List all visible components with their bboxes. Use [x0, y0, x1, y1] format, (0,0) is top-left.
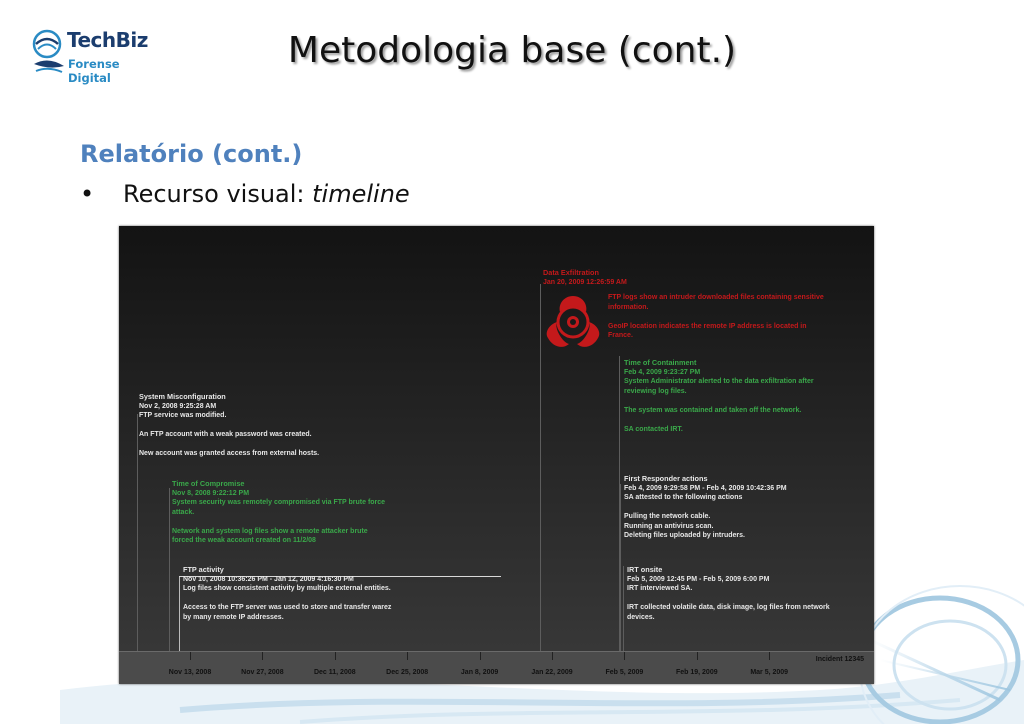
incident-label: Incident 12345	[815, 656, 864, 663]
event-system-misconfiguration	[139, 392, 319, 459]
event-detail: Log files show consistent activity by multiple external entities.	[183, 585, 391, 592]
event-data-exfiltration-details	[608, 293, 824, 341]
connector-line	[179, 576, 180, 651]
event-detail: Pulling the network cable.	[624, 513, 711, 520]
spacer	[627, 594, 830, 604]
event-first-responder-actions	[624, 474, 787, 541]
event-detail: France.	[608, 332, 633, 339]
axis-tick-label: Mar 5, 2009	[750, 669, 789, 676]
connector-line	[620, 484, 621, 651]
axis-tick-label: Jan 8, 2009	[460, 669, 499, 676]
bullet-emphasis: timeline	[312, 180, 410, 208]
logo-tagline: Forense Digital	[68, 57, 120, 85]
event-detail: IRT interviewed SA.	[627, 585, 693, 592]
incident-timeline	[119, 226, 874, 684]
event-detail: forced the weak account created on 11/2/08	[172, 537, 316, 544]
event-date: Nov 10, 2008 10:36:26 PM - Jan 12, 2009 4:16:30 PM	[183, 575, 354, 583]
spacer	[139, 421, 319, 431]
event-title: Time of Containment	[624, 358, 697, 367]
axis-tick	[697, 652, 698, 660]
event-time-of-compromise	[172, 479, 385, 546]
axis-tick	[769, 652, 770, 660]
event-date: Jan 20, 2009 12:26:59 AM	[543, 278, 627, 286]
event-detail: New account was granted access from external hosts.	[139, 450, 320, 457]
event-detail: FTP logs show an intruder downloaded files containing sensitive	[608, 294, 824, 301]
connector-line	[540, 284, 541, 651]
spacer	[183, 594, 391, 604]
event-detail: SA contacted IRT.	[624, 425, 683, 433]
event-detail: FTP service was modified.	[139, 412, 227, 419]
event-detail: System Administrator alerted to the data exfiltration after	[624, 378, 814, 385]
timeline-axis	[119, 651, 874, 684]
event-detail: IRT collected volatile data, disk image, log files from network	[627, 604, 830, 611]
axis-tick	[190, 652, 191, 660]
event-detail: SA attested to the following actions	[624, 494, 743, 501]
connector-line	[169, 488, 170, 651]
event-detail: Running an antivirus scan.	[624, 522, 714, 530]
axis-tick	[624, 652, 625, 660]
section-heading: Relatório (cont.)	[80, 140, 303, 168]
event-date: Nov 2, 2008 9:25:28 AM	[139, 402, 217, 410]
spacer	[172, 517, 385, 527]
spacer	[624, 415, 814, 425]
event-detail: Network and system log files show a remote attacker brute	[172, 527, 368, 535]
slide-title: Metodologia base (cont.)	[287, 30, 737, 71]
event-title: IRT onsite	[627, 565, 663, 574]
event-title: Data Exfiltration	[543, 268, 599, 277]
axis-tick-label: Dec 25, 2008	[386, 669, 429, 676]
spacer	[624, 396, 814, 406]
axis-tick-label: Dec 11, 2008	[313, 669, 356, 676]
biohazard-icon	[542, 294, 604, 352]
event-title: Time of Compromise	[172, 479, 245, 488]
bullet-marker: •	[80, 180, 95, 208]
event-detail: by many remote IP addresses.	[183, 613, 284, 621]
event-time-of-containment	[624, 358, 814, 434]
spacer	[624, 503, 787, 513]
logo-wordmark: TechBiz	[67, 28, 148, 52]
event-date: Feb 4, 2009 9:23:27 PM	[624, 368, 701, 376]
event-ftp-activity	[183, 565, 391, 622]
event-detail: Deleting files uploaded by intruders.	[624, 532, 745, 539]
event-detail: Access to the FTP server was used to store and transfer warez	[183, 604, 392, 611]
event-title: System Misconfiguration	[139, 392, 226, 401]
event-data-exfiltration	[543, 268, 627, 287]
event-detail: System security was remotely compromised via FTP brute force	[172, 499, 386, 506]
event-detail: GeoIP location indicates the remote IP address is located in	[608, 322, 807, 330]
event-title: FTP activity	[183, 565, 224, 574]
event-detail: The system was contained and taken off the network.	[624, 406, 802, 414]
event-title: First Responder actions	[624, 474, 708, 483]
axis-tick-label: Nov 27, 2008	[241, 669, 284, 676]
axis-tick	[335, 652, 336, 660]
bullet-text	[123, 180, 410, 208]
axis-tick-label: Feb 5, 2009	[605, 669, 644, 676]
bullet-label: Recurso visual:	[123, 180, 313, 208]
spacer	[139, 440, 319, 450]
axis-tick	[262, 652, 263, 660]
spacer	[608, 312, 824, 322]
event-date: Feb 4, 2009 9:29:58 PM - Feb 4, 2009 10:42:36 PM	[624, 484, 787, 492]
event-date: Nov 8, 2008 9:22:12 PM	[172, 489, 250, 497]
connector-line	[623, 566, 624, 651]
axis-tick-label: Jan 22, 2009	[531, 669, 573, 676]
axis-tick-label: Feb 19, 2009	[675, 669, 718, 676]
axis-tick-label: Nov 13, 2008	[168, 669, 212, 676]
axis-tick	[407, 652, 408, 660]
event-detail: An FTP account with a weak password was created.	[139, 431, 312, 438]
axis-tick	[552, 652, 553, 660]
event-detail: information.	[608, 303, 649, 311]
axis-tick	[480, 652, 481, 660]
connector-line	[137, 414, 138, 651]
event-date: Feb 5, 2009 12:45 PM - Feb 5, 2009 6:00 PM	[627, 575, 770, 583]
event-detail: devices.	[627, 613, 655, 621]
event-detail: attack.	[172, 508, 195, 516]
event-irt-onsite	[627, 565, 830, 622]
event-detail: reviewing log files.	[624, 387, 687, 395]
